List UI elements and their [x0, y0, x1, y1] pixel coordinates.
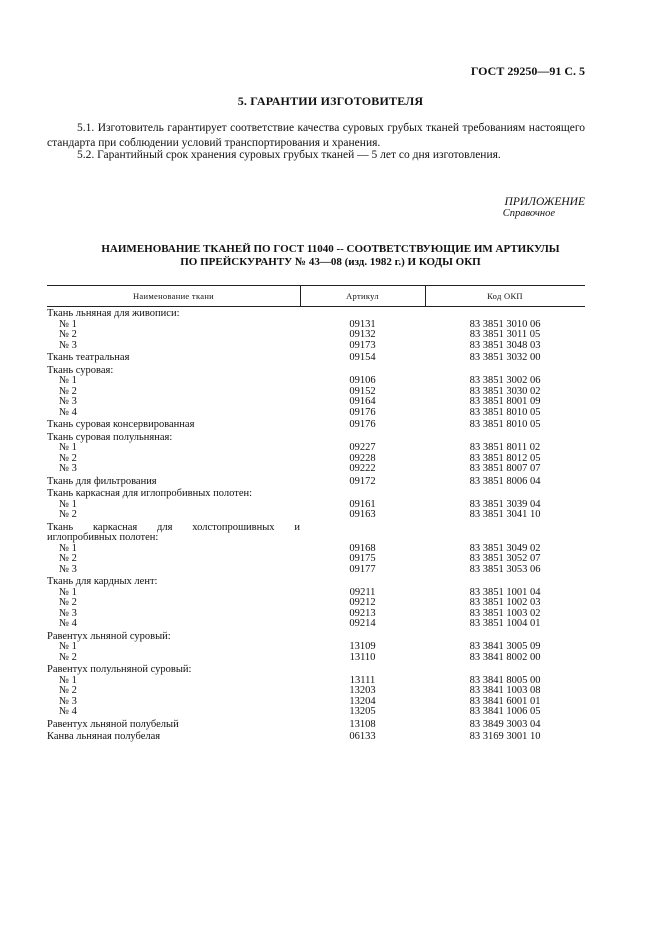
cell-fabric-name: Ткань театральная: [47, 352, 130, 363]
cell-article: 09168: [349, 542, 376, 554]
cell-fabric-name: № 2: [59, 329, 77, 340]
page-header-doc-ref: ГОСТ 29250—91 С. 5: [470, 64, 585, 78]
cell-fabric-name: № 1: [59, 586, 77, 598]
cell-fabric-name: № 2: [59, 685, 77, 696]
cell-fabric-name: № 3: [59, 396, 77, 407]
table-top-rule: [47, 285, 585, 286]
cell-okp-code: 83 3851 3041 10: [469, 509, 541, 520]
cell-okp-code: 83 3851 3049 02: [469, 542, 541, 554]
table-row: [47, 341, 585, 352]
table-row: [47, 565, 585, 576]
cell-article: 09211: [349, 586, 376, 598]
table-row: [47, 353, 585, 364]
table-row: [47, 732, 585, 743]
cell-okp-code: 83 3851 8012 05: [469, 452, 541, 464]
table-row: [47, 720, 585, 731]
cell-okp-code: 83 3851 3053 06: [469, 563, 541, 575]
table-header-article: Артикул: [346, 291, 379, 301]
cell-fabric-name: Ткань суровая полульняная:: [47, 431, 173, 443]
cell-article: 09152: [349, 385, 376, 397]
cell-fabric-name: № 2: [59, 651, 77, 663]
paragraph-5-1: 5.1. Изготовитель гарантирует соответствие качества суровых грубых тканей требованиям настоящего стандарта при соблюдении условий транспортирования и хранения.: [47, 122, 585, 149]
cell-fabric-name: № 2: [59, 509, 77, 520]
cell-okp-code: 83 3851 1002 03: [469, 597, 541, 608]
cell-fabric-name: Ткань для кардных лент:: [47, 576, 158, 587]
cell-okp-code: 83 3849 3003 04: [469, 718, 541, 730]
cell-fabric-name: № 1: [59, 498, 77, 510]
cell-article: 09154: [349, 352, 376, 363]
table-row: [47, 309, 585, 320]
table-row: [47, 707, 585, 718]
cell-okp-code: 83 3851 8006 04: [469, 475, 541, 487]
table-row: [47, 577, 585, 588]
cell-fabric-name: № 1: [59, 375, 77, 386]
table-row: [47, 653, 585, 664]
cell-okp-code: 83 3851 8010 05: [469, 406, 541, 418]
cell-fabric-name: № 3: [59, 563, 77, 575]
cell-fabric-name: Ткань каркасная для холстопрошивных и иглопробивных полотен:: [47, 521, 300, 543]
cell-fabric-name: Равентух льняной суровый:: [47, 630, 171, 642]
cell-article: 13203: [349, 685, 376, 696]
cell-fabric-name: Ткань каркасная для иглопробивных полотен:: [47, 488, 253, 499]
table-row: [47, 686, 585, 697]
cell-article: 06133: [349, 731, 376, 742]
cell-fabric-name: Ткань суровая консервированная: [47, 419, 195, 430]
cell-okp-code: 83 3841 1006 05: [469, 706, 541, 717]
table-row: [47, 477, 585, 488]
cell-fabric-name: № 3: [59, 607, 77, 619]
cell-okp-code: 83 3851 8001 09: [469, 396, 541, 407]
cell-okp-code: 83 3841 8002 00: [469, 651, 541, 663]
table-row: [47, 408, 585, 419]
cell-article: 09222: [349, 463, 376, 474]
cell-okp-code: 83 3169 3001 10: [469, 731, 541, 742]
table-row: [47, 443, 585, 454]
cell-article: 13110: [349, 651, 376, 663]
cell-fabric-name: № 2: [59, 553, 77, 564]
cell-fabric-name: № 3: [59, 463, 77, 474]
table-row: [47, 397, 585, 408]
cell-article: 13108: [349, 718, 376, 730]
cell-fabric-name: № 1: [59, 318, 77, 330]
cell-okp-code: 83 3851 3048 03: [469, 339, 541, 351]
cell-article: 13109: [349, 641, 376, 652]
table-row: [47, 642, 585, 653]
cell-okp-code: 83 3851 1003 02: [469, 607, 541, 619]
cell-fabric-name: № 1: [59, 641, 77, 652]
cell-article: 09227: [349, 442, 376, 453]
cell-okp-code: 83 3851 1004 01: [469, 618, 541, 629]
cell-article: 09161: [349, 498, 376, 510]
cell-okp-code: 83 3851 8011 02: [469, 442, 541, 453]
cell-fabric-name: № 1: [59, 542, 77, 554]
table-row: [47, 665, 585, 676]
table-header-okp: Код ОКП: [487, 291, 523, 301]
cell-okp-code: 83 3841 1003 08: [469, 685, 541, 696]
cell-fabric-name: Ткань льняная для живописи:: [47, 308, 180, 319]
table-header-name: Наименование ткани: [132, 291, 215, 301]
table-body: [47, 309, 585, 743]
table-row: [47, 598, 585, 609]
cell-fabric-name: Канва льняная полубелая: [47, 731, 161, 742]
cell-okp-code: 83 3851 1001 04: [469, 586, 541, 598]
cell-article: 09213: [349, 607, 376, 619]
cell-okp-code: 83 3841 3005 09: [469, 641, 541, 652]
cell-fabric-name: № 3: [59, 339, 77, 351]
cell-okp-code: 83 3851 3052 07: [469, 553, 541, 564]
cell-article: 09131: [349, 318, 376, 330]
cell-article: 13111: [349, 674, 376, 686]
cell-article: 09214: [349, 618, 376, 629]
cell-fabric-name: Ткань для фильтрования: [47, 475, 157, 487]
table-row: [47, 523, 585, 544]
cell-article: 09172: [349, 475, 376, 487]
cell-okp-code: 83 3851 3032 00: [469, 352, 541, 363]
appendix-label: ПРИЛОЖЕНИЕ: [504, 196, 585, 208]
section-title: 5. ГАРАНТИИ ИЗГОТОВИТЕЛЯ: [237, 94, 424, 108]
cell-okp-code: 83 3841 6001 01: [469, 695, 541, 707]
cell-fabric-name: № 2: [59, 452, 77, 464]
cell-article: 13205: [349, 706, 376, 717]
cell-article: 09132: [349, 329, 376, 340]
table-row: [47, 554, 585, 565]
cell-fabric-name: № 3: [59, 695, 77, 707]
cell-okp-code: 83 3841 8005 00: [469, 674, 541, 686]
cell-article: 09177: [349, 563, 376, 575]
cell-article: 09228: [349, 452, 376, 464]
cell-article: 09175: [349, 553, 376, 564]
table-header-rule: [47, 306, 585, 307]
table-row: [47, 420, 585, 431]
cell-fabric-name: № 1: [59, 442, 77, 453]
appendix-sub: Справочное: [502, 208, 555, 219]
table-row: [47, 464, 585, 475]
cell-article: 09106: [349, 375, 376, 386]
table-row: [47, 489, 585, 500]
cell-okp-code: 83 3851 8010 05: [469, 419, 541, 430]
cell-article: 09176: [349, 419, 376, 430]
cell-article: 09176: [349, 406, 376, 418]
cell-fabric-name: № 2: [59, 385, 77, 397]
cell-okp-code: 83 3851 3010 06: [469, 318, 541, 330]
table-row: [47, 619, 585, 630]
cell-fabric-name: Ткань суровая:: [47, 364, 114, 376]
cell-okp-code: 83 3851 8007 07: [469, 463, 541, 474]
cell-okp-code: 83 3851 3030 02: [469, 385, 541, 397]
cell-fabric-name: № 2: [59, 597, 77, 608]
cell-fabric-name: Равентух льняной полубелый: [47, 718, 179, 730]
appendix-label-block: [503, 196, 585, 220]
cell-okp-code: 83 3851 3002 06: [469, 375, 541, 386]
paragraph-5-2: 5.2. Гарантийный срок хранения суровых грубых тканей — 5 лет со дня изготовления.: [77, 149, 501, 161]
cell-fabric-name: Равентух полульняной суровый:: [47, 664, 192, 675]
table-title-line1: НАИМЕНОВАНИЕ ТКАНЕЙ ПО ГОСТ 11040 -- СООТВЕТСТВУЮЩИЕ ИМ АРТИКУЛЫ: [101, 243, 560, 255]
cell-article: 09212: [349, 597, 376, 608]
table-row: [47, 510, 585, 521]
cell-article: 09163: [349, 509, 376, 520]
table-row: [47, 376, 585, 387]
cell-okp-code: 83 3851 3011 05: [469, 329, 541, 340]
cell-article: 09173: [349, 339, 376, 351]
cell-fabric-name: № 4: [59, 618, 77, 629]
cell-fabric-name: № 4: [59, 706, 77, 717]
cell-article: 09164: [349, 396, 376, 407]
table-row: [47, 330, 585, 341]
table-title: [0, 243, 661, 269]
table-title-line2: ПО ПРЕЙСКУРАНТУ № 43—08 (изд. 1982 г.) И КОДЫ ОКП: [180, 256, 481, 268]
cell-fabric-name: № 1: [59, 674, 77, 686]
cell-fabric-name: № 4: [59, 406, 77, 418]
cell-article: 13204: [349, 695, 376, 707]
cell-okp-code: 83 3851 3039 04: [469, 498, 541, 510]
